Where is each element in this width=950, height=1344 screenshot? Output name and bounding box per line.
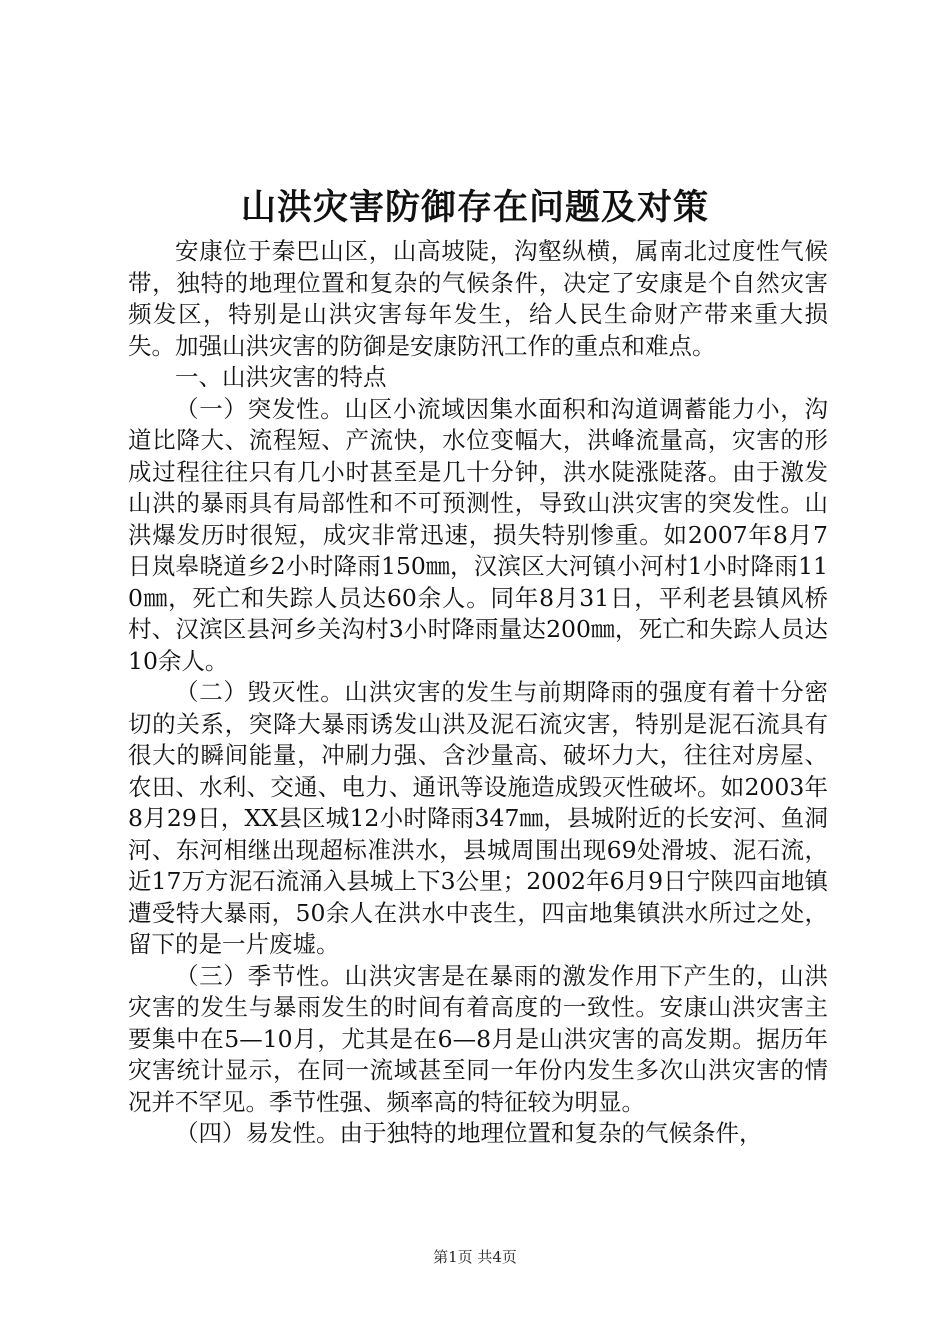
page-number-footer: 第1页 共4页 — [433, 1248, 517, 1266]
section-heading: 一、山洪灾害的特点 — [175, 363, 387, 391]
paragraph-destructive: （二）毁灭性。山洪灾害的发生与前期降雨的强度有着十分密切的关系，突降大暴雨诱发山洪及泥石流灾害，特别是泥石流具有很大的瞬间能量，冲刷力强、含沙量高、破坏力大，往往对房屋、农田、水利、交通、电力、通讯等设施造成毁灭性破坏。如2003年8月29日，XX县区城12小时降雨347㎜，县城附近的长安河、鱼洞河、东河相继出现超标准洪水，县城周围出现69处滑坡、泥石流，近17万方泥石流涌入县城上下3公里；2002年6月9日宁陕四亩地镇遭受特大暴雨，50余人在洪水中丧生，四亩地集镇洪水所过之处，留下的是一片废墟。 — [128, 678, 828, 958]
paragraph-frequent: （四）易发性。由于独特的地理位置和复杂的气候条件， — [175, 1119, 763, 1147]
paragraph-seasonal: （三）季节性。山洪灾害是在暴雨的激发作用下产生的，山洪灾害的发生与暴雨发生的时间有着高度的一致性。安康山洪灾害主要集中在5—10月，尤其是在6—8月是山洪灾害的高发期。据历年灾害统计显示，在同一流域甚至同一年份内发生多次山洪灾害的情况并不罕见。季节性强、频率高的特征较为明显。 — [128, 961, 828, 1116]
paragraph-sudden: （一）突发性。山区小流域因集水面积和沟道调蓄能力小，沟道比降大、流程短、产流快，水位变幅大，洪峰流量高，灾害的形成过程往往只有几小时甚至是几十分钟，洪水陡涨陡落。由于激发山洪的暴雨具有局部性和不可预测性，导致山洪灾害的突发性。山洪爆发历时很短，成灾非常迅速，损失特别惨重。如2007年8月7日岚皋晓道乡2小时降雨150㎜，汉滨区大河镇小河村1小时降雨110㎜，死亡和失踪人员达60余人。同年8月31日，平利老县镇风桥村、汉滨区县河乡关沟村3小时降雨量达200㎜，死亡和失踪人员达10余人。 — [128, 394, 828, 675]
document-body — [128, 236, 828, 1150]
intro-paragraph: 安康位于秦巴山区，山高坡陡，沟壑纵横，属南北过度性气候带，独特的地理位置和复杂的气候条件，决定了安康是个自然灾害频发区，特别是山洪灾害每年发生，给人民生命财产带来重大损失。加强山洪灾害的防御是安康防汛工作的重点和难点。 — [128, 237, 828, 360]
document-title: 山洪灾害防御存在问题及对策 — [240, 187, 709, 228]
